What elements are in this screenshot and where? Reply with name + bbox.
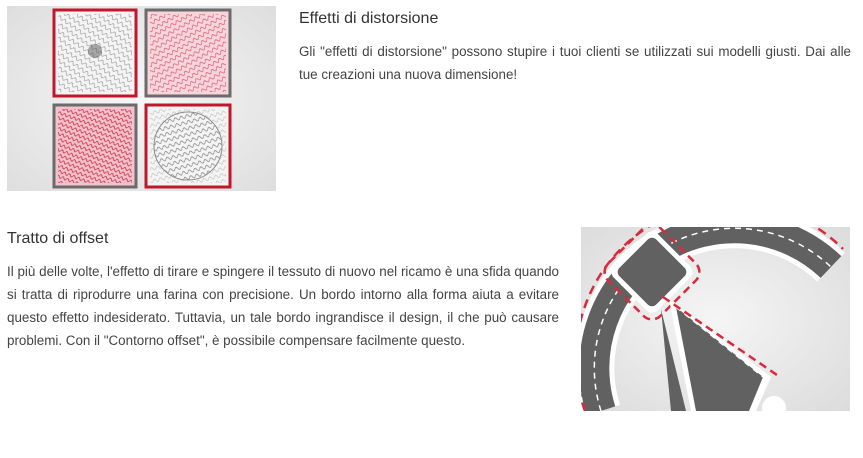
distortion-tile-bottom-right [146, 105, 230, 187]
distortion-description: Gli "effetti di distorsione" possono stupire i tuoi clienti se utilizzati sui modelli giusti. Dai alle tue creazioni una nuova dimensione! [299, 44, 851, 82]
offset-title: Tratto di offset [7, 230, 109, 247]
distortion-tile-bottom-left [54, 105, 136, 187]
offset-contour-image [581, 227, 850, 411]
distortion-tile-top-left [54, 10, 136, 96]
distortion-title: Effetti di distorsione [299, 10, 439, 27]
distortion-section [0, 0, 863, 200]
distortion-effects-image [7, 6, 276, 191]
offset-section [0, 220, 863, 450]
offset-description: Il più delle volte, l'effetto di tirare e spingere il tessuto di nuovo nel ricamo è una sfida quando si tratta di riprodurre una farina con precisione. Un bordo intorno alla forma aiuta a evitare questo effetto indesiderato. Tuttavia, un tale bordo ingrandisce il design, il che può causare problemi. Con il "Contorno offset", è possibile compensare facilmente questo. [7, 264, 559, 348]
distortion-tile-top-right [146, 10, 230, 96]
